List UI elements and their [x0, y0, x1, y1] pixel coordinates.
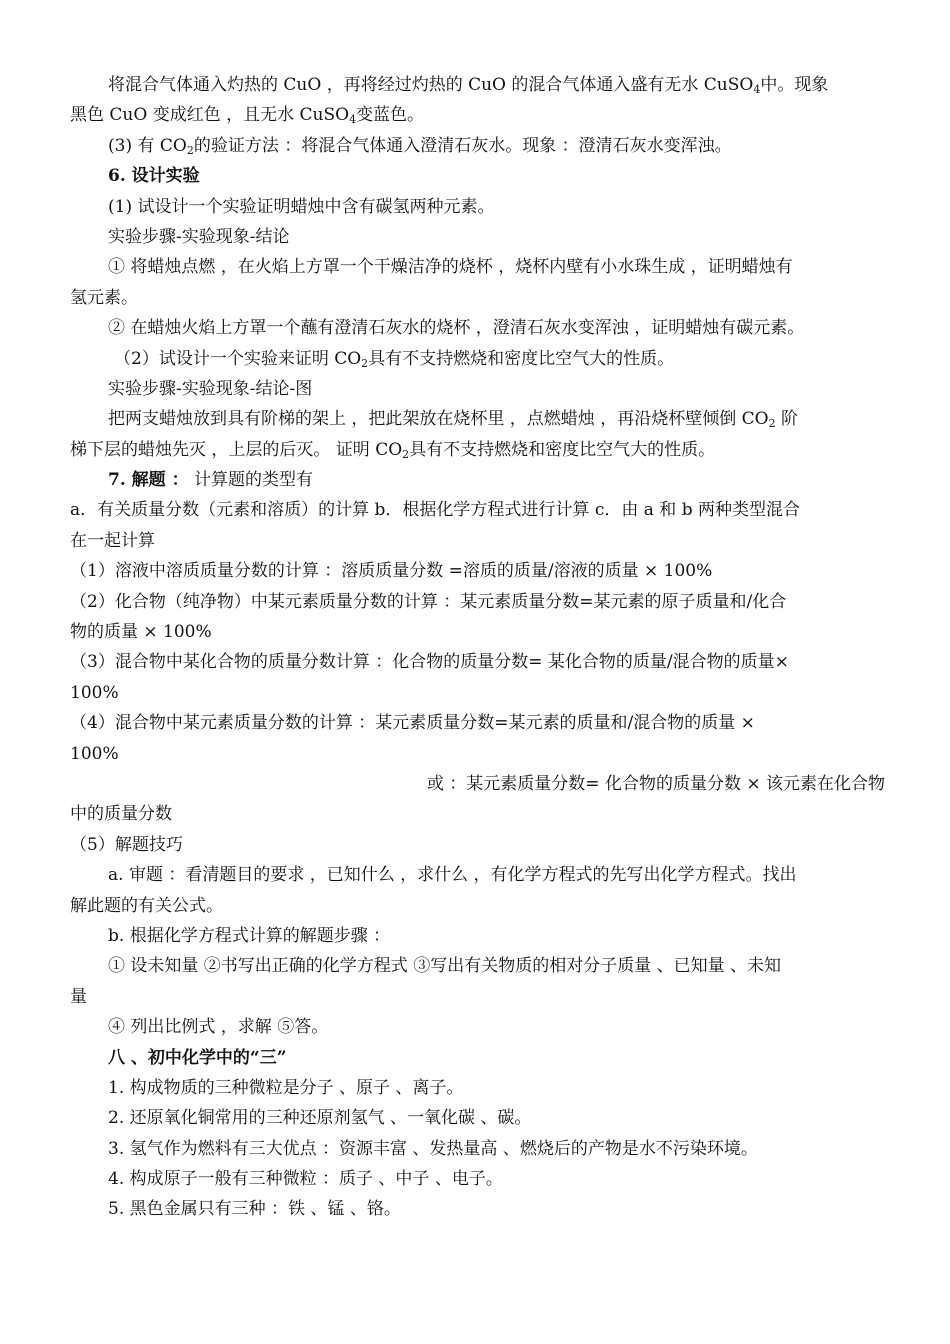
- text-line: 梯下层的蜡烛先灭 ，上层的后灭。 证明 $CO_2$具有不支持燃烧和密度比空气大的性质。: [70, 439, 716, 461]
- text-line: （2）化合物（纯净物）中某元素质量分数的计算 ：某元素质量分数=某元素的原子质量和/化合: [70, 591, 787, 612]
- text-line: (1) 试设计一个实验证明蜡烛中含有碳氢两种元素。: [108, 196, 495, 217]
- text-line: 100%: [70, 743, 119, 764]
- list-item: 5. 黑色金属只有三种 ：铁 、锰 、铬。: [108, 1199, 401, 1220]
- text-line: 将混合气体通入灼热的 CuO ，再将经过灼热的 CuO 的混合气体通入盛有无水 CuSO$_4$中。现象: [108, 75, 829, 96]
- list-item: 2. 还原氧化铜常用的三种还原剂氢气 、一氧化碳 、碳。: [108, 1108, 532, 1129]
- section-heading: 7. 解题 ： 计算题的类型有: [108, 470, 313, 491]
- text-line: 在一起计算: [70, 530, 155, 551]
- text-line: （3）混合物中某化合物的质量分数计算 ：化合物的质量分数= 某化合物的质量/混合物的质量×: [70, 652, 789, 673]
- text-line: （5）解题技巧: [70, 834, 183, 855]
- list-item: 3. 氢气作为燃料有三大优点 ：资源丰富 、发热量高 、燃烧后的产物是水不污染环境。: [108, 1138, 758, 1159]
- text-line: 实验步骤-实验现象-结论-图: [108, 378, 313, 399]
- text-line: （2）试设计一个实验来证明 $CO_2$具有不支持燃烧和密度比空气大的性质。: [114, 348, 675, 370]
- text-line: (3) 有 $CO_2$的验证方法 ：将混合气体通入澄清石灰水。现象 ：澄清石灰水变浑浊。: [108, 135, 732, 157]
- text-line: ④ 列出比例式 ，求解 ⑤答。: [108, 1017, 329, 1038]
- text-line: 实验步骤-实验现象-结论: [108, 226, 290, 247]
- text-line: 氢元素。: [70, 287, 138, 308]
- section-heading: 6. 设计实验: [108, 166, 200, 187]
- text-line: b. 根据化学方程式计算的解题步骤 ：: [108, 925, 391, 946]
- text-line: 把两支蜡烛放到具有阶梯的架上 ，把此架放在烧杯里 ，点燃蜡烛 ，再沿烧杯壁倾倒 $CO_2$ 阶: [108, 409, 798, 431]
- list-item: 1. 构成物质的三种微粒是分子 、原子 、离子。: [108, 1077, 464, 1098]
- text-line: a. 审题 ：看清题目的要求 ，已知什么 ，求什么 ，有化学方程式的先写出化学方程式。找出: [108, 865, 797, 886]
- text-line: 量: [70, 986, 87, 1007]
- text-line: a．有关质量分数（元素和溶质）的计算 b．根据化学方程式进行计算 c．由 a 和 b 两种类型混合: [70, 500, 800, 521]
- text-line: 或 ：某元素质量分数= 化合物的质量分数 × 该元素在化合物: [426, 773, 885, 794]
- text-line: （4）混合物中某元素质量分数的计算 ：某元素质量分数=某元素的质量和/混合物的质量 ×: [70, 713, 755, 734]
- text-line: 物的质量 × 100%: [70, 622, 212, 643]
- text-line: （1）溶液中溶质质量分数的计算 ：溶质质量分数 =溶质的质量/溶液的质量 × 100%: [70, 561, 713, 582]
- section-heading: 八 、初中化学中的“三”: [108, 1047, 287, 1068]
- text-line: 解此题的有关公式。: [70, 895, 223, 916]
- text-line: ① 设未知量 ②书写出正确的化学方程式 ③写出有关物质的相对分子质量 、已知量 、未知: [108, 956, 782, 977]
- text-line: ② 在蜡烛火焰上方罩一个蘸有澄清石灰水的烧杯 ，澄清石灰水变浑浊 ，证明蜡烛有碳元素。: [108, 318, 805, 339]
- list-item: 4. 构成原子一般有三种微粒 ：质子 、中子 、电子。: [108, 1169, 503, 1190]
- text-line: 100%: [70, 682, 119, 703]
- text-line: 中的质量分数: [70, 804, 172, 825]
- text-line: ① 将蜡烛点燃 ，在火焰上方罩一个干燥洁净的烧杯 ，烧杯内壁有小水珠生成 ，证明蜡烛有: [108, 257, 793, 278]
- text-line: 黑色 CuO 变成红色 ，且无水 CuSO$_4$变蓝色。: [70, 105, 425, 127]
- document-page: [70, 70, 885, 1225]
